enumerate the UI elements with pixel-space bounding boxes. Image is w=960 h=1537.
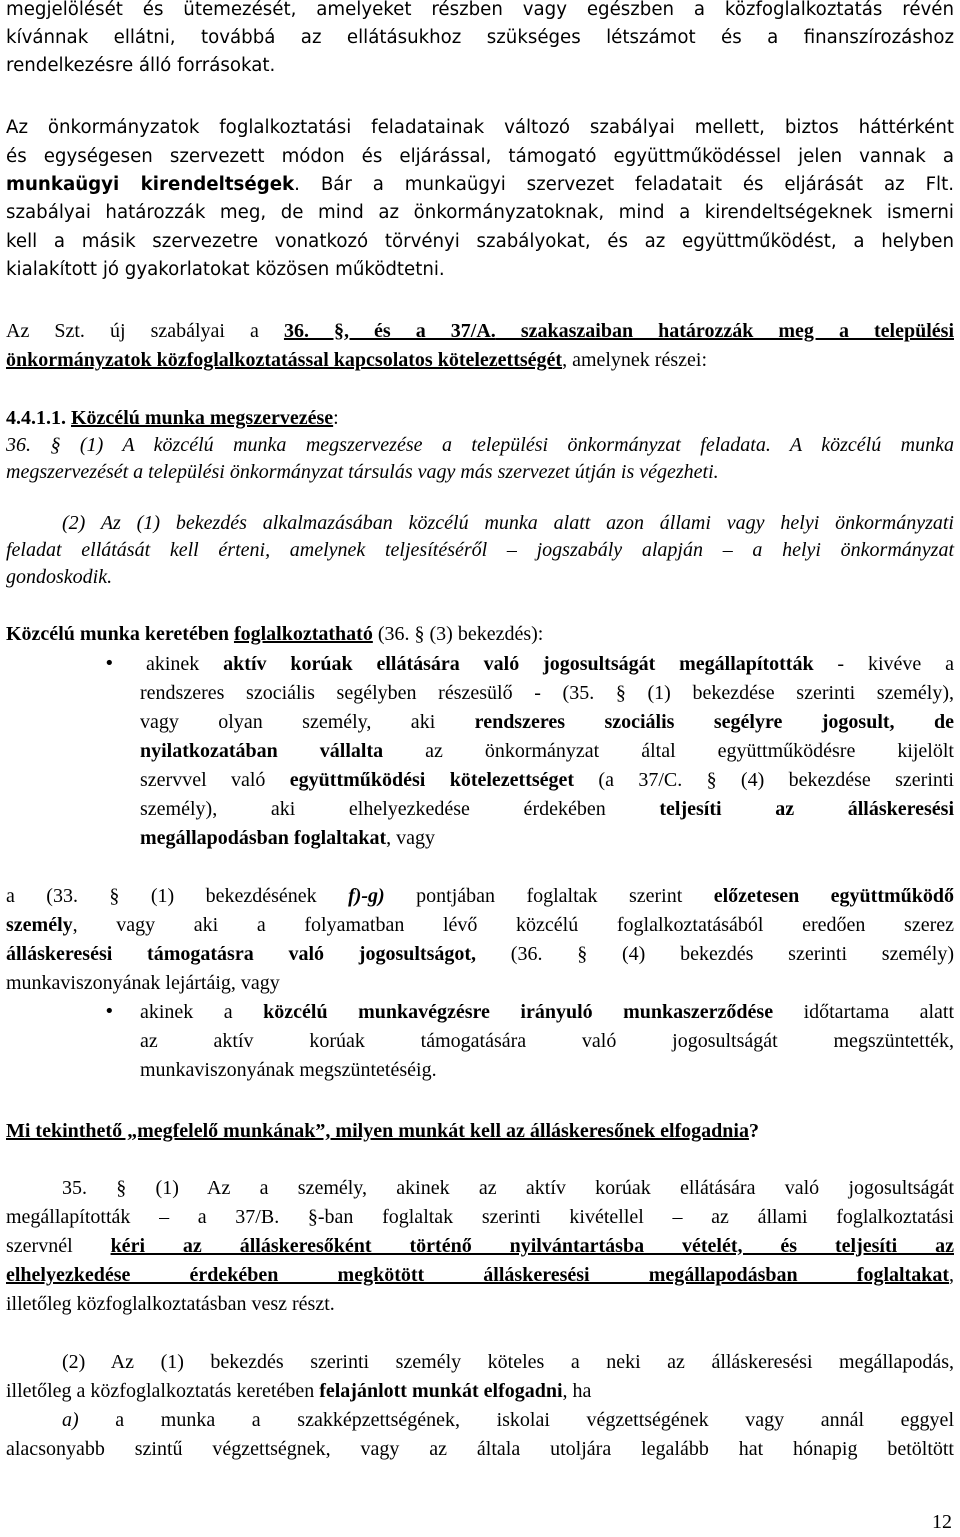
text-line: és egységesen szervezett módon és eljárással, támogató együttműködéssel jelen vannak a — [6, 146, 954, 167]
text-line: álláskeresési támogatásra való jogosultságot, (36. § (4) bekezdés szerinti személy) — [6, 943, 954, 965]
text-line: rendelkezésre álló forrásokat. — [6, 55, 276, 76]
text-line: Az Szt. új szabályai a 36. §, és a 37/A. szakaszaiban határozzák meg a települési — [6, 320, 954, 342]
law-quote-line: 36. § (1) A közcélú munka megszervezése a települési önkormányzat feladata. A közcélú munka — [6, 434, 954, 456]
text-line: a (33. § (1) bekezdésének f)-g) pontjában foglaltak szerint előzetesen együttműködő — [6, 885, 955, 907]
list-item-line: rendszeres szociális segélyben részesülő - (35. § (1) bekezdése szerinti személy), — [140, 682, 954, 704]
bold-term: munkaügyi kirendeltségek — [6, 174, 295, 195]
text-line: a) a munka a szakképzettségének, iskolai végzettségének vagy annál eggyel — [62, 1409, 954, 1431]
text-line: kialakított jó gyakorlatokat közösen működtetni. — [6, 259, 445, 280]
text-line: megjelölését és ütemezését, amelyeket részben vagy egészben a közfoglalkoztatás révén — [6, 0, 954, 20]
text-line: (2) Az (1) bekezdés szerinti személy köteles a neki az álláskeresési megállapodás, — [62, 1351, 954, 1373]
text-line: munkaviszonyának lejártáig, vagy — [6, 972, 280, 994]
list-item-line: az aktív korúak támogatására való jogosultságát megszüntették, — [140, 1030, 954, 1052]
subheading: Közcélú munka keretében foglalkoztatható (36. § (3) bekezdés): — [6, 623, 544, 645]
list-item-line: szervvel való együttműködési kötelezettséget (a 37/C. § (4) bekezdése szerinti — [140, 769, 954, 791]
text-line: szervnél kéri az álláskeresőként történő nyilvántartásba vételét, és teljesíti az — [6, 1235, 954, 1257]
text-line: illetőleg a közfoglalkoztatás keretében felajánlott munkát elfogadni, ha — [6, 1380, 592, 1402]
text-line: megállapították – a 37/B. §-ban foglaltak szerinti kivétellel – az állami foglalkoztatási — [6, 1206, 954, 1228]
law-quote-line: megszervezését a települési önkormányzat társulás vagy más szervezet útján is végezheti. — [6, 461, 719, 483]
list-item-line: megállapodásban foglaltakat, vagy — [140, 827, 436, 849]
text-line: alacsonyabb szintű végzettségnek, vagy az általa utoljára legalább hat hónapig betöltött — [6, 1438, 954, 1460]
text-line: elhelyezkedése érdekében megkötött álláskeresési megállapodásban foglaltakat, — [6, 1264, 954, 1286]
text-line: személy, vagy aki a folyamatban lévő közcélú foglalkoztatásából eredően szerez — [6, 914, 954, 936]
list-item: akinek aktív korúak ellátására való jogosultságát megállapították - kivéve a — [146, 653, 954, 675]
bullet-icon: • — [104, 1001, 115, 1022]
obligation-phrase: önkormányzatok közfoglalkoztatással kapcsolatos kötelezettségét — [6, 349, 563, 371]
text-line: Az önkormányzatok foglalkoztatási feladatainak változó szabályai mellett, biztos háttérként — [6, 117, 954, 138]
text-line: illetőleg közfoglalkoztatásban vesz részt. — [6, 1293, 335, 1315]
text-line: szabályai határozzák meg, de mind az önkormányzatoknak, mind a kirendeltségeknek ismerni — [6, 202, 954, 223]
section-reference: 36. §, és a 37/A. — [283, 320, 496, 342]
law-quote-line: gondoskodik. — [6, 566, 113, 588]
bullet-icon: • — [104, 653, 115, 674]
list-item-line: vagy olyan személy, aki rendszeres szociális segélyre jogosult, de — [140, 711, 954, 733]
list-item: akinek a közcélú munkavégzésre irányuló munkaszerződése időtartama alatt — [140, 1001, 954, 1023]
text-line: kívánnak ellátni, továbbá az ellátásukhoz szükséges létszámot és a finanszírozáshoz — [6, 27, 954, 48]
page-number: 12 — [932, 1511, 952, 1533]
text-line: önkormányzatok közfoglalkoztatással kapcsolatos kötelezettségét, amelynek részei: — [6, 349, 707, 371]
list-item-line: személy), aki elhelyezkedése érdekében teljesíti az álláskeresési — [140, 798, 954, 820]
question-heading: Mi tekinthető „megfelelő munkának”, milyen munkát kell az álláskeresőnek elfogadnia? — [6, 1120, 759, 1142]
list-item-line: nyilatkozatában vállalta az önkormányzat által együttműködésre kijelölt — [140, 740, 954, 762]
law-quote-line: (2) Az (1) bekezdés alkalmazásában közcélú munka alatt azon állami vagy helyi önkormányzati — [62, 512, 954, 534]
text-line: munkaügyi kirendeltségek. Bár a munkaügyi szervezet feladatait és eljárását az Flt. — [6, 174, 954, 195]
law-quote-line: feladat ellátását kell érteni, amelynek teljesítéséről – jogszabály alapján – a helyi önkormányzat — [6, 539, 954, 561]
text-line: 35. § (1) Az a személy, akinek az aktív korúak ellátására való jogosultságát — [62, 1177, 954, 1199]
section-heading: 4.4.1.1. Közcélú munka megszervezése: — [6, 407, 339, 429]
list-item-line: munkaviszonyának megszüntetéséig. — [140, 1059, 437, 1081]
text-line: kell a másik szervezetre vonatkozó törvényi szabályokat, és az együttműködést, a helyben — [6, 231, 954, 252]
